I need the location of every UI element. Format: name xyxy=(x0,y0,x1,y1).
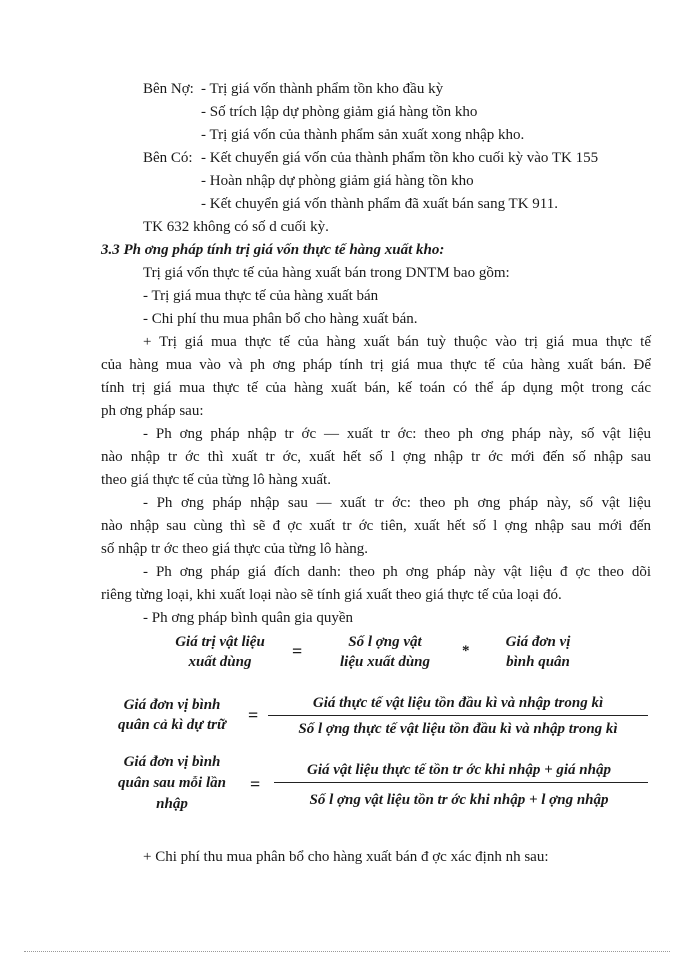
formula-2-numerator: Giá thực tế vật liệu tồn đầu kì và nhập trong kì xyxy=(312,695,604,711)
formula-1-right xyxy=(488,632,588,672)
formula-1-times: * xyxy=(462,643,470,659)
formula-1-left-line-1: Giá trị vật liệu xyxy=(175,634,265,650)
formula-2-left-line-1: Giá đơn vị bình xyxy=(123,697,221,713)
formula-1-mid-line-1: Số l ợng vật xyxy=(348,634,422,650)
formula-1-left-line-2: xuất dùng xyxy=(188,654,252,670)
formula-2-equals: = xyxy=(248,705,259,725)
ben-no-label: Bên Nợ: xyxy=(143,81,194,97)
ben-co-label: Bên Có: xyxy=(143,150,193,166)
paragraph-2-line-3: theo giá thực tế của từng lô hàng xuất. xyxy=(101,472,331,488)
paragraph-3-line-1: - Ph ơng pháp nhập sau — xuất tr ớc: theo ph ơng pháp này, số vật liệu xyxy=(143,495,651,511)
formula-2-left xyxy=(98,695,246,735)
formula-3-left xyxy=(98,752,246,815)
paragraph-1-line-4: ph ơng pháp sau: xyxy=(101,403,204,419)
formula-1-right-line-1: Giá đơn vị xyxy=(505,634,571,650)
paragraph-3-line-2: nào nhập sau cùng thì sẽ đ ợc xuất tr ớc tiên, xuất hết số l ợng nhập sau mới đến xyxy=(101,518,651,534)
paragraph-1-line-3: tính trị giá mua thực tế của hàng xuất bán, kế toán có thể áp dụng một trong các xyxy=(101,380,651,396)
formula-3-left-line-1: Giá đơn vị bình xyxy=(123,754,221,770)
ben-co-item-1: - Kết chuyển giá vốn của thành phẩm tồn kho cuối kỳ vào TK 155 xyxy=(201,150,599,166)
paragraph-1-line-2: của hàng mua vào và ph ơng pháp tính trị giá mua thực tế của hàng xuất bán. Để xyxy=(101,357,651,373)
formula-3-left-line-3: nhập xyxy=(156,796,188,812)
formula-3-left-line-2: quân sau mỗi lần xyxy=(118,775,226,791)
ben-no-item-1: - Trị giá vốn thành phẩm tồn kho đầu kỳ xyxy=(201,81,444,97)
section-heading: 3.3 Ph ơng pháp tính trị giá vốn thực tế hàng xuất kho: xyxy=(101,242,445,258)
page-bottom-rule xyxy=(24,951,670,952)
intro-item-1: - Trị giá mua thực tế của hàng xuất bán xyxy=(143,288,379,304)
formula-1-mid-line-2: liệu xuất dùng xyxy=(339,654,431,670)
ben-no-item-2: - Số trích lập dự phòng giảm giá hàng tồn kho xyxy=(201,104,478,120)
paragraph-5: - Ph ơng pháp bình quân gia quyền xyxy=(143,610,353,626)
paragraph-1-line-1: + Trị giá mua thực tế của hàng xuất bán tuỳ thuộc vào trị giá mua thực tế xyxy=(143,334,651,350)
ben-co-item-2: - Hoàn nhập dự phòng giảm giá hàng tồn kho xyxy=(201,173,474,189)
ben-no-item-3: - Trị giá vốn của thành phẩm sản xuất xong nhập kho. xyxy=(201,127,525,143)
paragraph-3-line-3: số nhập tr ớc theo giá thực của từng lô hàng. xyxy=(101,541,369,557)
ben-co-item-3: - Kết chuyển giá vốn thành phẩm đã xuất bán sang TK 911. xyxy=(201,196,558,212)
formula-1-right-line-2: bình quân xyxy=(506,654,570,670)
paragraph-4-line-1: - Ph ơng pháp giá đích danh: theo ph ơng pháp này vật liệu đ ợc theo dõi xyxy=(143,564,651,580)
intro-item-2: - Chi phí thu mua phân bổ cho hàng xuất bán. xyxy=(143,311,418,327)
paragraph-4-line-2: riêng từng loại, khi xuất loại nào sẽ tính giá xuất theo giá thực tế của loại đó. xyxy=(101,587,562,603)
formula-1-equals: = xyxy=(292,641,303,661)
formula-3-numerator: Giá vật liệu thực tế tồn tr ớc khi nhập + giá nhập xyxy=(307,762,611,778)
tk632-note: TK 632 không có số d cuối kỳ. xyxy=(143,219,329,235)
formula-3-equals: = xyxy=(250,774,261,794)
paragraph-2-line-1: - Ph ơng pháp nhập tr ớc — xuất tr ớc: theo ph ơng pháp này, số vật liệu xyxy=(143,426,651,442)
formula-3-fraction-bar xyxy=(274,782,648,783)
formula-1-middle xyxy=(320,632,450,672)
paragraph-2-line-2: nào nhập tr ớc thì xuất tr ớc, xuất hết số l ợng nhập tr ớc mới đến số nhập sau xyxy=(101,449,651,465)
intro-text: Trị giá vốn thực tế của hàng xuất bán trong DNTM bao gồm: xyxy=(143,265,510,281)
formula-2-fraction-bar xyxy=(268,715,648,716)
formula-2-denominator: Số l ợng thực tế vật liệu tồn đầu kì và nhập trong kì xyxy=(298,721,618,737)
formula-2-left-line-2: quân cả kì dự trữ xyxy=(118,717,226,733)
closing-line: + Chi phí thu mua phân bổ cho hàng xuất bán đ ợc xác định nh sau: xyxy=(143,849,549,865)
formula-1-left xyxy=(150,632,290,672)
formula-3-denominator: Số l ợng vật liệu tồn tr ớc khi nhập + l ợng nhập xyxy=(309,792,609,808)
